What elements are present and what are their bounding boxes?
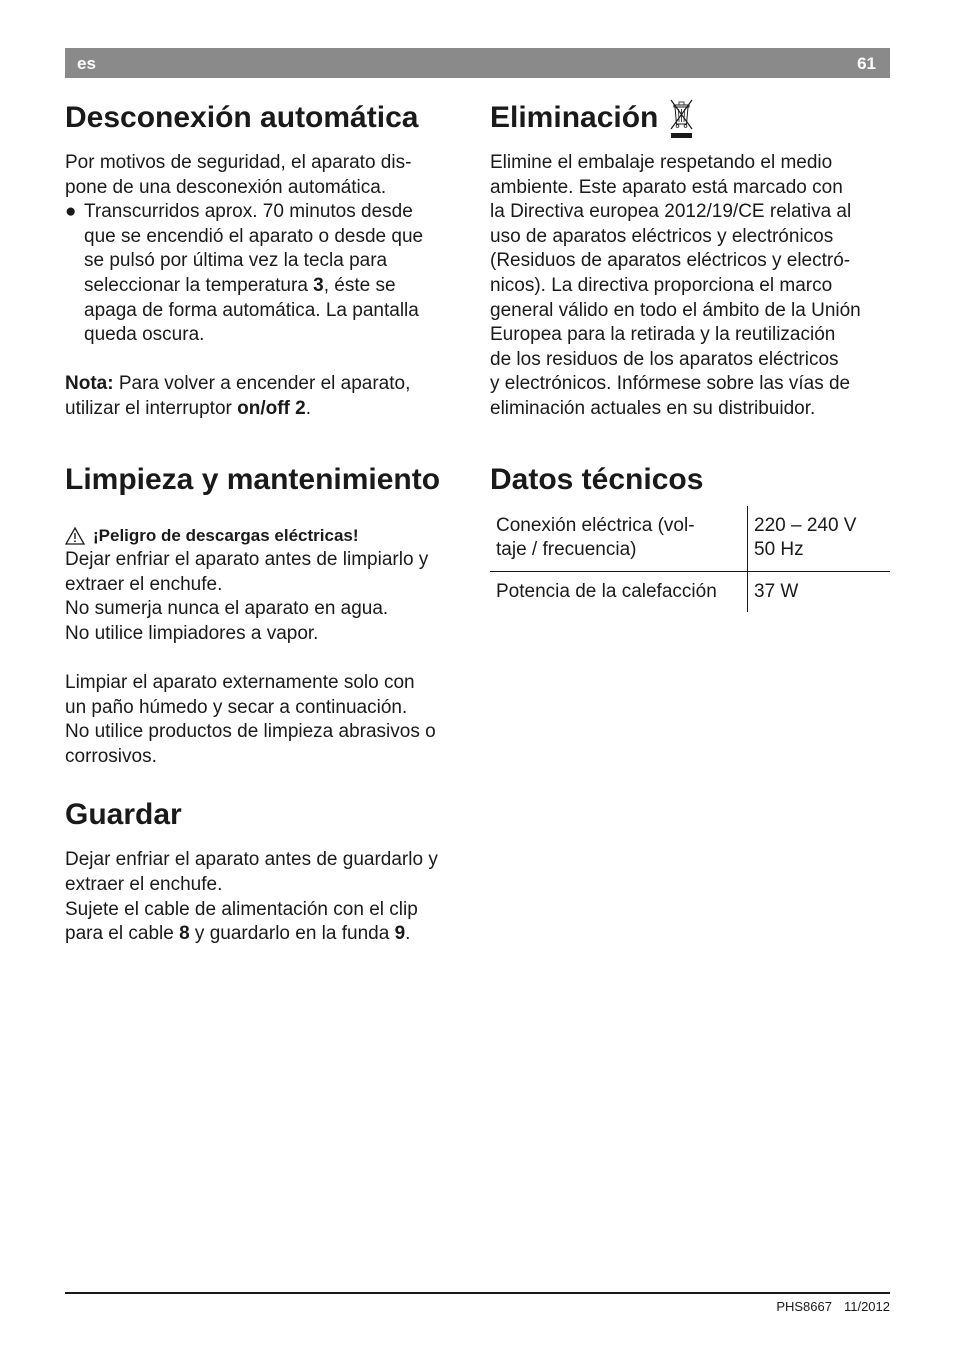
paragraph: corrosivos. (65, 745, 157, 767)
edition-date: 11/2012 (843, 1299, 890, 1314)
section-cleaning (65, 458, 465, 770)
language-code: es (77, 54, 96, 73)
paragraph: nicos). La directiva proporciona el marco (490, 274, 833, 296)
page-number: 61 (857, 54, 876, 73)
paragraph: pone de una desconexión automática. (65, 176, 387, 198)
paragraph: y electrónicos. Infórmese sobre las vías de (490, 373, 851, 395)
paragraph: la Directiva europea 2012/19/CE relativa al (490, 201, 852, 223)
footer (776, 1299, 890, 1314)
paragraph: (Residuos de aparatos eléctricos y electró- (490, 250, 851, 272)
table-cell-value: 37 W (754, 580, 799, 602)
bullet-item: ● Transcurridos aprox. 70 minutos desde que se encendió el aparato o desde que se pulsó por última vez la tecla para seleccionar la temperatura 3, éste se apaga de forma automática. La pantalla queda oscura. (65, 201, 424, 346)
section-storage (65, 793, 465, 946)
paragraph: Europea para la retirada y la reutilización (490, 324, 836, 346)
weee-crossed-bin-icon (666, 96, 696, 140)
paragraph: un paño húmedo y secar a continuación. (65, 696, 408, 718)
section-tech-data (490, 458, 890, 613)
paragraph: No utilice limpiadores a vapor. (65, 622, 319, 644)
paragraph: para el cable 8 y guardarlo en la funda 9. (65, 923, 411, 945)
paragraph: general válido en todo el ámbito de la Unión (490, 299, 861, 321)
paragraph: Dejar enfriar el aparato antes de guardarlo y (65, 849, 438, 871)
paragraph: Elimine el embalaje respetando el medio (490, 152, 833, 173)
warning-line: ¡Peligro de descargas eléctricas! (65, 524, 465, 549)
paragraph: ambiente. Este aparato está marcado con (490, 176, 843, 198)
paragraph: No utilice productos de limpieza abrasivos o (65, 721, 436, 743)
bullet-dot: ● (65, 201, 77, 223)
left-column (65, 96, 465, 947)
section-title-disposal: Eliminación (490, 101, 659, 134)
paragraph: de los residuos de los aparatos eléctricos (490, 348, 839, 370)
paragraph: eliminación actuales en su distribuidor. (490, 397, 816, 419)
paragraph: Por motivos de seguridad, el aparato dis- (65, 152, 412, 173)
note-label: Nota: (65, 373, 114, 395)
table-cell-value: 220 – 240 V 50 Hz (748, 506, 891, 572)
tech-data-table (490, 506, 890, 613)
note-paragraph: utilizar el interruptor on/off 2. (65, 397, 312, 419)
table-row (490, 506, 890, 572)
table-row (490, 571, 890, 612)
section-auto-off (65, 96, 465, 422)
warning-triangle-icon (65, 527, 85, 545)
paragraph: Limpiar el aparato externamente solo con (65, 672, 415, 694)
paragraph: extraer el enchufe. (65, 874, 223, 896)
section-title-storage: Guardar (65, 798, 182, 832)
paragraph: Sujete el cable de alimentación con el clip (65, 898, 418, 920)
right-column (490, 96, 890, 612)
section-disposal (490, 96, 890, 422)
footer-rule (65, 1292, 890, 1294)
table-cell-label: Conexión eléctrica (vol- taje / frecuencia) (490, 506, 748, 572)
paragraph: uso de aparatos eléctricos y electrónicos (490, 225, 834, 247)
paragraph: extraer el enchufe. (65, 573, 223, 595)
note-paragraph: Nota: Para volver a encender el aparato, (65, 373, 411, 395)
section-title-tech-data: Datos técnicos (490, 462, 704, 496)
section-title-cleaning: Limpieza y mantenimiento (65, 462, 441, 496)
paragraph: No sumerja nunca el aparato en agua. (65, 598, 389, 620)
model-number: PHS8667 (776, 1299, 832, 1314)
header-bar (65, 48, 890, 78)
table-cell-label: Potencia de la calefacción (490, 571, 748, 612)
section-title-auto-off: Desconexión automática (65, 101, 419, 134)
paragraph: Dejar enfriar el aparato antes de limpiarlo y (65, 549, 429, 571)
